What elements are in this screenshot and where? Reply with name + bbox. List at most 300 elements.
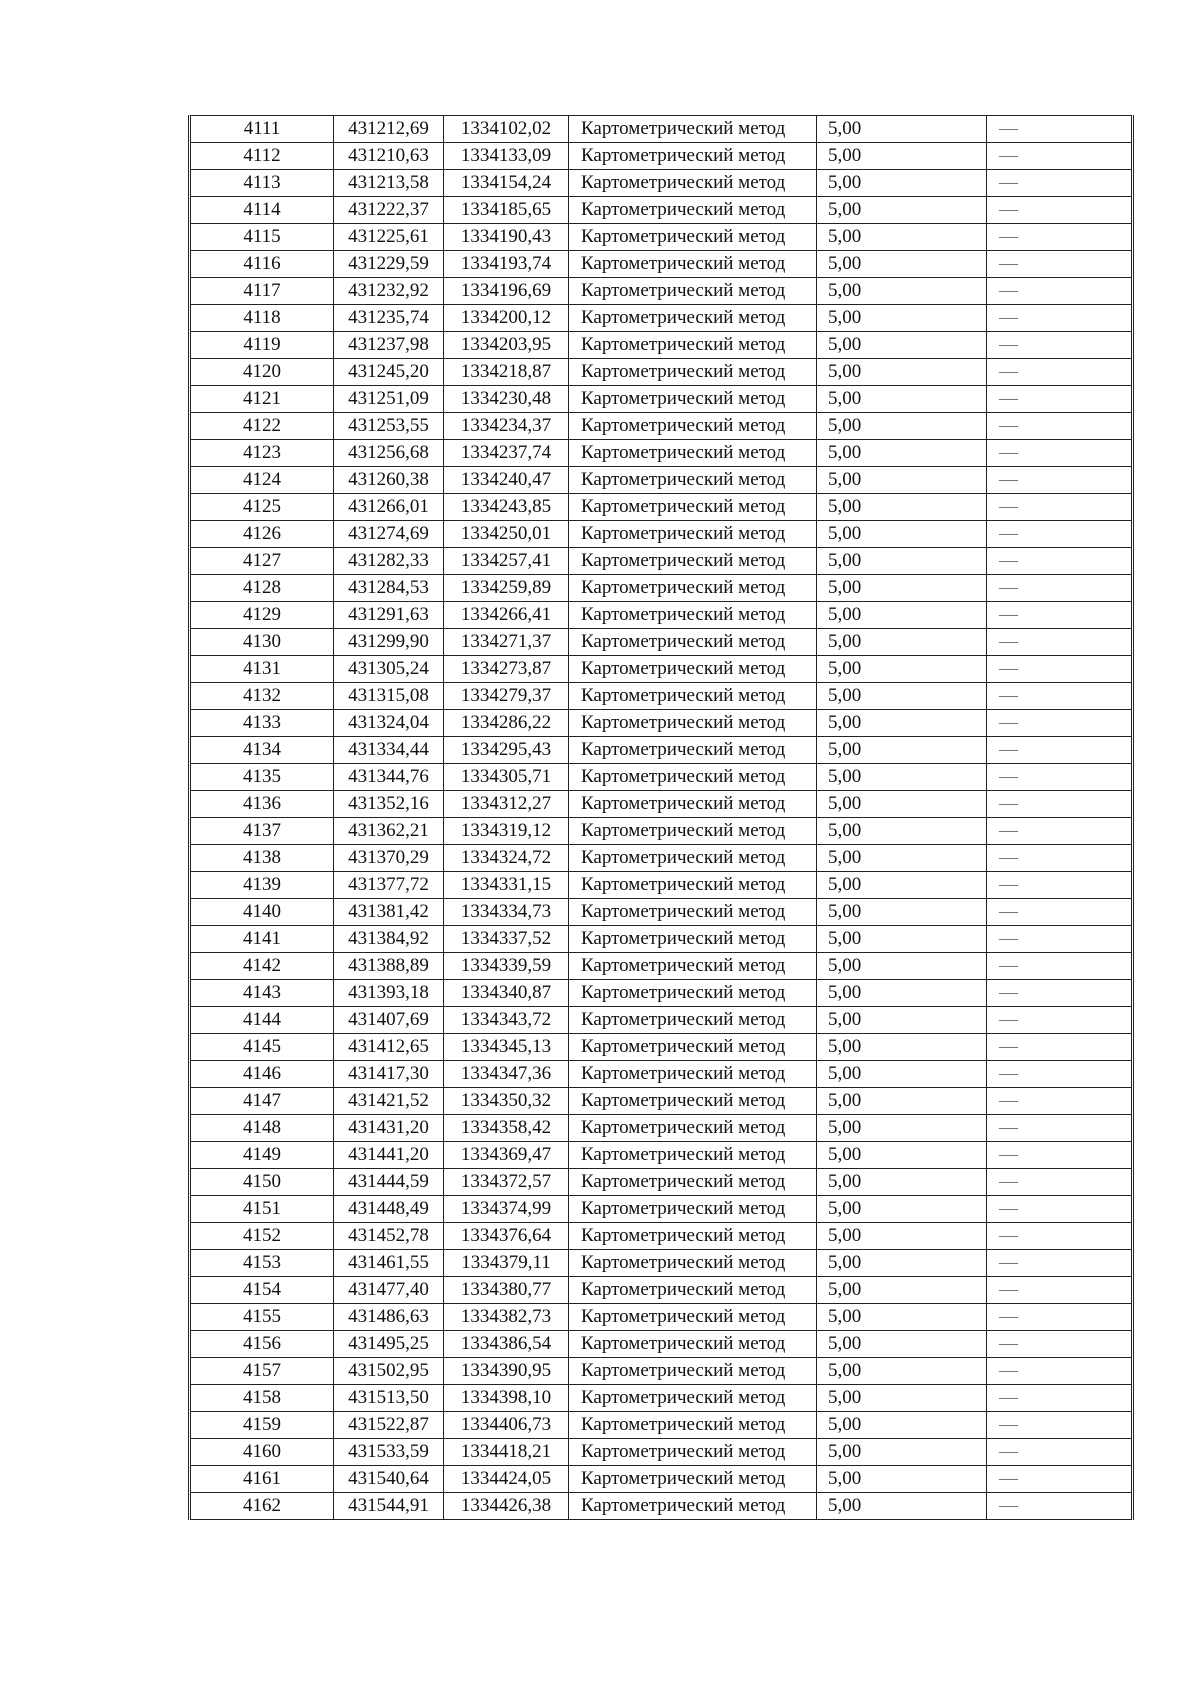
point-number-cell: 4141: [190, 926, 334, 953]
y-coordinate-cell: 1334271,37: [444, 629, 569, 656]
y-coordinate-cell: 1334234,37: [444, 413, 569, 440]
table-row: [190, 305, 1133, 332]
table-row: [190, 224, 1133, 251]
accuracy-cell: 5,00: [817, 359, 987, 386]
description-cell: —: [987, 305, 1133, 332]
accuracy-cell: 5,00: [817, 1250, 987, 1277]
x-coordinate-cell: 431210,63: [334, 143, 444, 170]
x-coordinate-cell: 431412,65: [334, 1034, 444, 1061]
x-coordinate-cell: 431324,04: [334, 710, 444, 737]
y-coordinate-cell: 1334185,65: [444, 197, 569, 224]
point-number-cell: 4127: [190, 548, 334, 575]
x-coordinate-cell: 431284,53: [334, 575, 444, 602]
method-cell: Картометрический метод: [569, 1358, 817, 1385]
point-number-cell: 4145: [190, 1034, 334, 1061]
method-cell: Картометрический метод: [569, 278, 817, 305]
accuracy-cell: 5,00: [817, 386, 987, 413]
point-number-cell: 4158: [190, 1385, 334, 1412]
table-row: [190, 521, 1133, 548]
x-coordinate-cell: 431253,55: [334, 413, 444, 440]
description-cell: —: [987, 224, 1133, 251]
table-row: [190, 494, 1133, 521]
point-number-cell: 4135: [190, 764, 334, 791]
y-coordinate-cell: 1334230,48: [444, 386, 569, 413]
method-cell: Картометрический метод: [569, 251, 817, 278]
table-row: [190, 845, 1133, 872]
table-row: [190, 332, 1133, 359]
x-coordinate-cell: 431305,24: [334, 656, 444, 683]
method-cell: Картометрический метод: [569, 467, 817, 494]
method-cell: Картометрический метод: [569, 1277, 817, 1304]
y-coordinate-cell: 1334382,73: [444, 1304, 569, 1331]
method-cell: Картометрический метод: [569, 872, 817, 899]
description-cell: —: [987, 737, 1133, 764]
accuracy-cell: 5,00: [817, 1439, 987, 1466]
table-row: [190, 170, 1133, 197]
method-cell: Картометрический метод: [569, 305, 817, 332]
accuracy-cell: 5,00: [817, 440, 987, 467]
x-coordinate-cell: 431232,92: [334, 278, 444, 305]
x-coordinate-cell: 431282,33: [334, 548, 444, 575]
y-coordinate-cell: 1334203,95: [444, 332, 569, 359]
description-cell: —: [987, 1304, 1133, 1331]
accuracy-cell: 5,00: [817, 224, 987, 251]
method-cell: Картометрический метод: [569, 1331, 817, 1358]
method-cell: Картометрический метод: [569, 224, 817, 251]
accuracy-cell: 5,00: [817, 278, 987, 305]
method-cell: Картометрический метод: [569, 1385, 817, 1412]
point-number-cell: 4159: [190, 1412, 334, 1439]
point-number-cell: 4133: [190, 710, 334, 737]
y-coordinate-cell: 1334390,95: [444, 1358, 569, 1385]
point-number-cell: 4137: [190, 818, 334, 845]
y-coordinate-cell: 1334190,43: [444, 224, 569, 251]
description-cell: —: [987, 116, 1133, 143]
accuracy-cell: 5,00: [817, 953, 987, 980]
accuracy-cell: 5,00: [817, 1115, 987, 1142]
y-coordinate-cell: 1334347,36: [444, 1061, 569, 1088]
method-cell: Картометрический метод: [569, 980, 817, 1007]
y-coordinate-cell: 1334237,74: [444, 440, 569, 467]
y-coordinate-cell: 1334331,15: [444, 872, 569, 899]
table-row: [190, 1034, 1133, 1061]
table-row: [190, 1412, 1133, 1439]
x-coordinate-cell: 431448,49: [334, 1196, 444, 1223]
accuracy-cell: 5,00: [817, 1304, 987, 1331]
table-row: [190, 1142, 1133, 1169]
accuracy-cell: 5,00: [817, 791, 987, 818]
x-coordinate-cell: 431513,50: [334, 1385, 444, 1412]
accuracy-cell: 5,00: [817, 494, 987, 521]
point-number-cell: 4160: [190, 1439, 334, 1466]
description-cell: —: [987, 1088, 1133, 1115]
point-number-cell: 4130: [190, 629, 334, 656]
accuracy-cell: 5,00: [817, 764, 987, 791]
y-coordinate-cell: 1334376,64: [444, 1223, 569, 1250]
table-row: [190, 818, 1133, 845]
description-cell: —: [987, 278, 1133, 305]
description-cell: —: [987, 953, 1133, 980]
table-row: [190, 1493, 1133, 1520]
description-cell: —: [987, 764, 1133, 791]
accuracy-cell: 5,00: [817, 845, 987, 872]
y-coordinate-cell: 1334339,59: [444, 953, 569, 980]
y-coordinate-cell: 1334334,73: [444, 899, 569, 926]
y-coordinate-cell: 1334319,12: [444, 818, 569, 845]
x-coordinate-cell: 431344,76: [334, 764, 444, 791]
table-row: [190, 899, 1133, 926]
description-cell: —: [987, 197, 1133, 224]
x-coordinate-cell: 431461,55: [334, 1250, 444, 1277]
point-number-cell: 4140: [190, 899, 334, 926]
method-cell: Картометрический метод: [569, 575, 817, 602]
x-coordinate-cell: 431381,42: [334, 899, 444, 926]
y-coordinate-cell: 1334406,73: [444, 1412, 569, 1439]
table-row: [190, 926, 1133, 953]
method-cell: Картометрический метод: [569, 1439, 817, 1466]
table-row: [190, 1385, 1133, 1412]
description-cell: —: [987, 1115, 1133, 1142]
table-row: [190, 251, 1133, 278]
x-coordinate-cell: 431237,98: [334, 332, 444, 359]
x-coordinate-cell: 431352,16: [334, 791, 444, 818]
description-cell: —: [987, 683, 1133, 710]
accuracy-cell: 5,00: [817, 602, 987, 629]
method-cell: Картометрический метод: [569, 116, 817, 143]
x-coordinate-cell: 431377,72: [334, 872, 444, 899]
method-cell: Картометрический метод: [569, 548, 817, 575]
method-cell: Картометрический метод: [569, 197, 817, 224]
accuracy-cell: 5,00: [817, 413, 987, 440]
accuracy-cell: 5,00: [817, 143, 987, 170]
method-cell: Картометрический метод: [569, 1223, 817, 1250]
y-coordinate-cell: 1334295,43: [444, 737, 569, 764]
point-number-cell: 4111: [190, 116, 334, 143]
y-coordinate-cell: 1334102,02: [444, 116, 569, 143]
coordinates-table: [188, 115, 1134, 1520]
accuracy-cell: 5,00: [817, 1034, 987, 1061]
description-cell: —: [987, 575, 1133, 602]
x-coordinate-cell: 431495,25: [334, 1331, 444, 1358]
method-cell: Картометрический метод: [569, 1196, 817, 1223]
point-number-cell: 4154: [190, 1277, 334, 1304]
accuracy-cell: 5,00: [817, 1466, 987, 1493]
point-number-cell: 4114: [190, 197, 334, 224]
accuracy-cell: 5,00: [817, 548, 987, 575]
x-coordinate-cell: 431222,37: [334, 197, 444, 224]
table-row: [190, 278, 1133, 305]
x-coordinate-cell: 431393,18: [334, 980, 444, 1007]
y-coordinate-cell: 1334259,89: [444, 575, 569, 602]
x-coordinate-cell: 431431,20: [334, 1115, 444, 1142]
point-number-cell: 4122: [190, 413, 334, 440]
table-row: [190, 791, 1133, 818]
y-coordinate-cell: 1334218,87: [444, 359, 569, 386]
table-row: [190, 764, 1133, 791]
method-cell: Картометрический метод: [569, 1034, 817, 1061]
point-number-cell: 4157: [190, 1358, 334, 1385]
table-row: [190, 467, 1133, 494]
x-coordinate-cell: 431477,40: [334, 1277, 444, 1304]
accuracy-cell: 5,00: [817, 683, 987, 710]
method-cell: Картометрический метод: [569, 629, 817, 656]
x-coordinate-cell: 431544,91: [334, 1493, 444, 1520]
x-coordinate-cell: 431212,69: [334, 116, 444, 143]
point-number-cell: 4143: [190, 980, 334, 1007]
point-number-cell: 4118: [190, 305, 334, 332]
y-coordinate-cell: 1334426,38: [444, 1493, 569, 1520]
table-row: [190, 386, 1133, 413]
accuracy-cell: 5,00: [817, 818, 987, 845]
table-row: [190, 710, 1133, 737]
y-coordinate-cell: 1334386,54: [444, 1331, 569, 1358]
method-cell: Картометрический метод: [569, 1007, 817, 1034]
y-coordinate-cell: 1334380,77: [444, 1277, 569, 1304]
table-row: [190, 1061, 1133, 1088]
method-cell: Картометрический метод: [569, 1061, 817, 1088]
x-coordinate-cell: 431229,59: [334, 251, 444, 278]
y-coordinate-cell: 1334324,72: [444, 845, 569, 872]
y-coordinate-cell: 1334343,72: [444, 1007, 569, 1034]
point-number-cell: 4126: [190, 521, 334, 548]
method-cell: Картометрический метод: [569, 1142, 817, 1169]
x-coordinate-cell: 431441,20: [334, 1142, 444, 1169]
y-coordinate-cell: 1334358,42: [444, 1115, 569, 1142]
y-coordinate-cell: 1334200,12: [444, 305, 569, 332]
accuracy-cell: 5,00: [817, 926, 987, 953]
description-cell: —: [987, 872, 1133, 899]
accuracy-cell: 5,00: [817, 116, 987, 143]
point-number-cell: 4155: [190, 1304, 334, 1331]
table-row: [190, 359, 1133, 386]
description-cell: —: [987, 1277, 1133, 1304]
method-cell: Картометрический метод: [569, 1115, 817, 1142]
y-coordinate-cell: 1334250,01: [444, 521, 569, 548]
method-cell: Картометрический метод: [569, 953, 817, 980]
method-cell: Картометрический метод: [569, 602, 817, 629]
method-cell: Картометрический метод: [569, 440, 817, 467]
point-number-cell: 4144: [190, 1007, 334, 1034]
table-row: [190, 656, 1133, 683]
accuracy-cell: 5,00: [817, 1358, 987, 1385]
x-coordinate-cell: 431235,74: [334, 305, 444, 332]
method-cell: Картометрический метод: [569, 332, 817, 359]
table-row: [190, 1115, 1133, 1142]
table-row: [190, 1358, 1133, 1385]
table-body: [190, 116, 1133, 1520]
y-coordinate-cell: 1334372,57: [444, 1169, 569, 1196]
method-cell: Картометрический метод: [569, 494, 817, 521]
method-cell: Картометрический метод: [569, 899, 817, 926]
y-coordinate-cell: 1334257,41: [444, 548, 569, 575]
description-cell: —: [987, 1061, 1133, 1088]
point-number-cell: 4115: [190, 224, 334, 251]
method-cell: Картометрический метод: [569, 1304, 817, 1331]
y-coordinate-cell: 1334398,10: [444, 1385, 569, 1412]
description-cell: —: [987, 1412, 1133, 1439]
table-row: [190, 980, 1133, 1007]
accuracy-cell: 5,00: [817, 305, 987, 332]
y-coordinate-cell: 1334418,21: [444, 1439, 569, 1466]
x-coordinate-cell: 431291,63: [334, 602, 444, 629]
accuracy-cell: 5,00: [817, 170, 987, 197]
table-row: [190, 602, 1133, 629]
x-coordinate-cell: 431334,44: [334, 737, 444, 764]
table-row: [190, 197, 1133, 224]
point-number-cell: 4156: [190, 1331, 334, 1358]
table-row: [190, 1250, 1133, 1277]
table-row: [190, 1088, 1133, 1115]
description-cell: —: [987, 1007, 1133, 1034]
y-coordinate-cell: 1334266,41: [444, 602, 569, 629]
description-cell: —: [987, 1196, 1133, 1223]
accuracy-cell: 5,00: [817, 980, 987, 1007]
point-number-cell: 4153: [190, 1250, 334, 1277]
y-coordinate-cell: 1334240,47: [444, 467, 569, 494]
description-cell: —: [987, 251, 1133, 278]
x-coordinate-cell: 431384,92: [334, 926, 444, 953]
table-row: [190, 1196, 1133, 1223]
description-cell: —: [987, 143, 1133, 170]
point-number-cell: 4138: [190, 845, 334, 872]
point-number-cell: 4147: [190, 1088, 334, 1115]
description-cell: —: [987, 1439, 1133, 1466]
description-cell: —: [987, 1466, 1133, 1493]
point-number-cell: 4136: [190, 791, 334, 818]
description-cell: —: [987, 899, 1133, 926]
table-row: [190, 1007, 1133, 1034]
point-number-cell: 4112: [190, 143, 334, 170]
description-cell: —: [987, 710, 1133, 737]
x-coordinate-cell: 431315,08: [334, 683, 444, 710]
point-number-cell: 4139: [190, 872, 334, 899]
point-number-cell: 4134: [190, 737, 334, 764]
x-coordinate-cell: 431260,38: [334, 467, 444, 494]
point-number-cell: 4132: [190, 683, 334, 710]
point-number-cell: 4124: [190, 467, 334, 494]
point-number-cell: 4146: [190, 1061, 334, 1088]
accuracy-cell: 5,00: [817, 1493, 987, 1520]
method-cell: Картометрический метод: [569, 710, 817, 737]
x-coordinate-cell: 431407,69: [334, 1007, 444, 1034]
accuracy-cell: 5,00: [817, 1007, 987, 1034]
x-coordinate-cell: 431225,61: [334, 224, 444, 251]
accuracy-cell: 5,00: [817, 629, 987, 656]
description-cell: —: [987, 1385, 1133, 1412]
description-cell: —: [987, 1358, 1133, 1385]
y-coordinate-cell: 1334312,27: [444, 791, 569, 818]
table-row: [190, 1169, 1133, 1196]
x-coordinate-cell: 431266,01: [334, 494, 444, 521]
table-row: [190, 548, 1133, 575]
description-cell: —: [987, 467, 1133, 494]
accuracy-cell: 5,00: [817, 467, 987, 494]
x-coordinate-cell: 431213,58: [334, 170, 444, 197]
method-cell: Картометрический метод: [569, 413, 817, 440]
method-cell: Картометрический метод: [569, 926, 817, 953]
description-cell: —: [987, 332, 1133, 359]
method-cell: Картометрический метод: [569, 1493, 817, 1520]
accuracy-cell: 5,00: [817, 656, 987, 683]
x-coordinate-cell: 431444,59: [334, 1169, 444, 1196]
accuracy-cell: 5,00: [817, 1088, 987, 1115]
y-coordinate-cell: 1334279,37: [444, 683, 569, 710]
x-coordinate-cell: 431502,95: [334, 1358, 444, 1385]
table-row: [190, 1277, 1133, 1304]
point-number-cell: 4117: [190, 278, 334, 305]
accuracy-cell: 5,00: [817, 1223, 987, 1250]
table-row: [190, 440, 1133, 467]
table-row: [190, 1223, 1133, 1250]
method-cell: Картометрический метод: [569, 1412, 817, 1439]
method-cell: Картометрический метод: [569, 818, 817, 845]
table-row: [190, 683, 1133, 710]
description-cell: —: [987, 1331, 1133, 1358]
description-cell: —: [987, 359, 1133, 386]
y-coordinate-cell: 1334133,09: [444, 143, 569, 170]
point-number-cell: 4149: [190, 1142, 334, 1169]
method-cell: Картометрический метод: [569, 683, 817, 710]
point-number-cell: 4142: [190, 953, 334, 980]
x-coordinate-cell: 431299,90: [334, 629, 444, 656]
y-coordinate-cell: 1334424,05: [444, 1466, 569, 1493]
point-number-cell: 4123: [190, 440, 334, 467]
x-coordinate-cell: 431370,29: [334, 845, 444, 872]
method-cell: Картометрический метод: [569, 521, 817, 548]
x-coordinate-cell: 431540,64: [334, 1466, 444, 1493]
table-row: [190, 575, 1133, 602]
table-row: [190, 116, 1133, 143]
method-cell: Картометрический метод: [569, 1466, 817, 1493]
description-cell: —: [987, 980, 1133, 1007]
accuracy-cell: 5,00: [817, 899, 987, 926]
y-coordinate-cell: 1334350,32: [444, 1088, 569, 1115]
point-number-cell: 4125: [190, 494, 334, 521]
accuracy-cell: 5,00: [817, 1412, 987, 1439]
method-cell: Картометрический метод: [569, 737, 817, 764]
point-number-cell: 4119: [190, 332, 334, 359]
point-number-cell: 4131: [190, 656, 334, 683]
table-row: [190, 953, 1133, 980]
description-cell: —: [987, 926, 1133, 953]
accuracy-cell: 5,00: [817, 1196, 987, 1223]
description-cell: —: [987, 494, 1133, 521]
x-coordinate-cell: 431388,89: [334, 953, 444, 980]
description-cell: —: [987, 386, 1133, 413]
description-cell: —: [987, 548, 1133, 575]
point-number-cell: 4116: [190, 251, 334, 278]
accuracy-cell: 5,00: [817, 197, 987, 224]
method-cell: Картометрический метод: [569, 845, 817, 872]
y-coordinate-cell: 1334337,52: [444, 926, 569, 953]
description-cell: —: [987, 629, 1133, 656]
x-coordinate-cell: 431452,78: [334, 1223, 444, 1250]
method-cell: Картометрический метод: [569, 143, 817, 170]
accuracy-cell: 5,00: [817, 1169, 987, 1196]
method-cell: Картометрический метод: [569, 764, 817, 791]
y-coordinate-cell: 1334345,13: [444, 1034, 569, 1061]
method-cell: Картометрический метод: [569, 791, 817, 818]
point-number-cell: 4148: [190, 1115, 334, 1142]
y-coordinate-cell: 1334340,87: [444, 980, 569, 1007]
table-row: [190, 1331, 1133, 1358]
description-cell: —: [987, 845, 1133, 872]
x-coordinate-cell: 431486,63: [334, 1304, 444, 1331]
description-cell: —: [987, 440, 1133, 467]
table-row: [190, 1304, 1133, 1331]
point-number-cell: 4161: [190, 1466, 334, 1493]
description-cell: —: [987, 602, 1133, 629]
